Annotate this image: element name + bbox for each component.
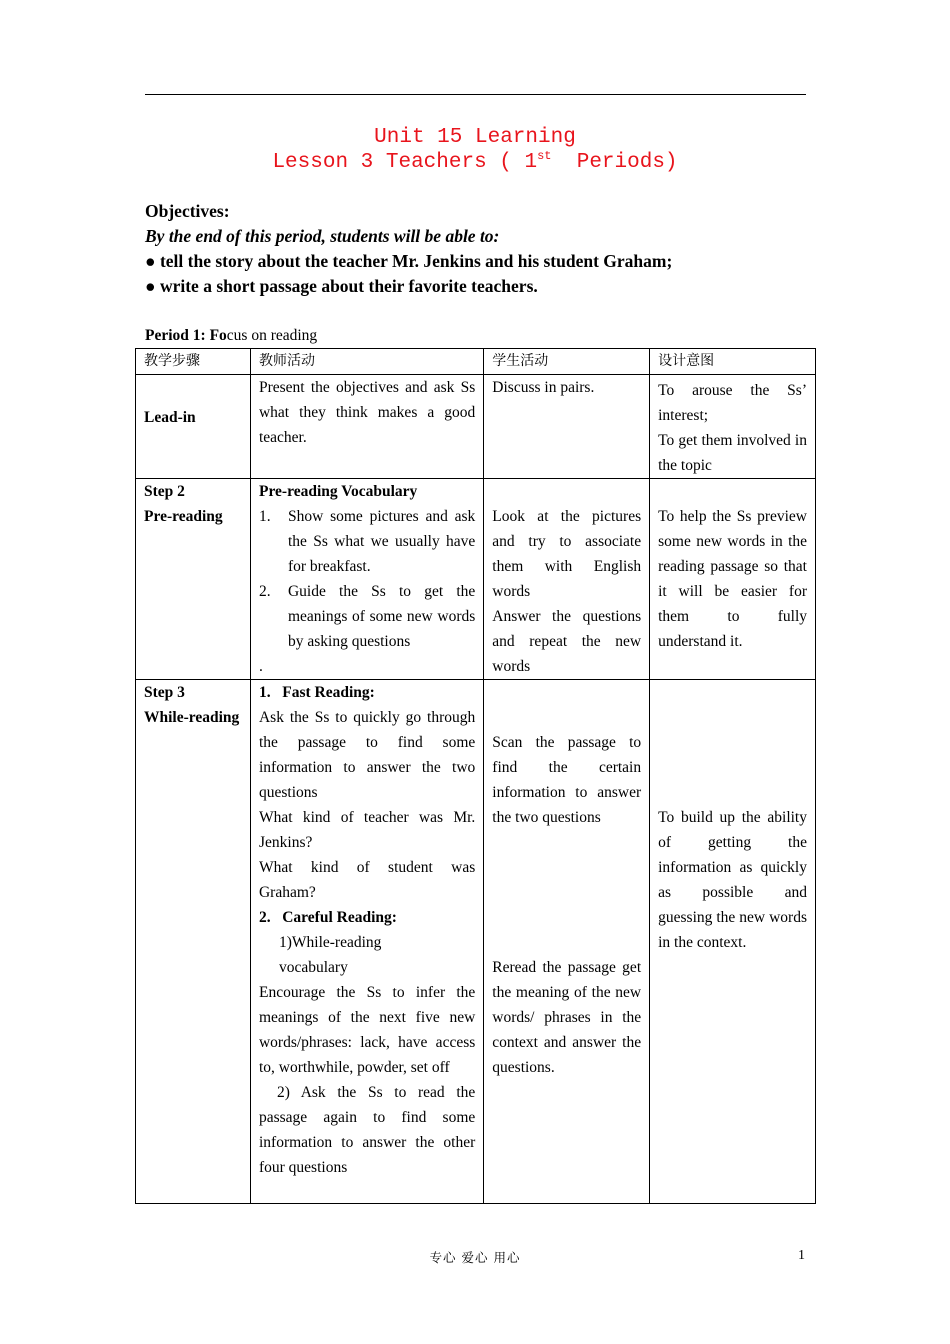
design-purpose [650,680,816,1204]
design-purpose [650,479,816,680]
header-student: 学生活动 [484,349,650,375]
period-label [145,325,317,347]
list-text: Guide the Ss to get the meanings of some new words by asking questions [287,583,476,650]
table-row-step2 [136,479,816,680]
activity-heading [259,680,475,705]
purpose-line: To arouse the Ss’ interest; [658,382,807,424]
teacher-activity [250,479,483,680]
student-text: Look at the pictures and try to associate them with English words [492,508,642,600]
title-lesson-rest: Periods) [551,151,678,174]
table-row-leadin [136,375,816,479]
footer-motto: 专心 爱心 用心 [429,1250,521,1265]
sub-heading: 1)While-reading [278,934,382,951]
title-lesson-main: Lesson 3 Teachers ( 1 [272,151,538,174]
heading-number: 1. [258,684,271,701]
design-purpose [650,375,816,479]
purpose-text: To help the Ss preview some new words in the reading passage so that it will be easier for them to fully understand it. [658,508,807,650]
question-text: What kind of teacher was Mr. Jenkins? [258,809,476,851]
activity-text: Encourage the Ss to infer the meanings of the next five new words/phrases: lack, have access to, worthwhile, powder, set off [258,984,476,1076]
list-tail: . [258,658,263,675]
step-name: While-reading [144,709,240,726]
objectives-heading: Objectives: [145,201,230,221]
lesson-plan-table [135,348,816,1204]
student-activity [484,479,650,680]
step-name: Lead-in [144,409,196,426]
step-number: Step 3 [144,684,185,701]
student-activity: Discuss in pairs. [484,375,650,479]
list-number: 1. [258,508,271,525]
step-name: Pre-reading [144,508,223,525]
list-number: 2. [258,583,271,600]
step-number: Step 2 [144,483,185,500]
activity-text: Ask the Ss to quickly go through the passage to find some information to answer the two questions [258,709,476,801]
purpose-line: To get them involved in the topic [658,432,807,474]
purpose-text: To build up the ability of getting the information as quickly as possible and guessing the new words in the context. [658,809,807,951]
page-number: 1 [798,1248,805,1263]
table-row-step3 [136,680,816,1204]
activity-list [259,504,475,654]
header-teacher: 教师活动 [250,349,483,375]
student-activity [484,680,650,1204]
bullet-icon: ● [145,251,156,271]
list-item [259,504,475,579]
table-header-row [136,349,816,375]
header-purpose: 设计意图 [650,349,816,375]
heading-text: Careful Reading: [282,909,397,926]
objective-text: write a short passage about their favorite teachers. [159,276,538,296]
teacher-activity: Present the objectives and ask Ss what they think makes a good teacher. [250,375,483,479]
bullet-icon: ● [145,276,156,296]
title-lesson [0,150,950,175]
step-cell [136,680,251,1204]
step-cell [136,375,251,479]
student-text: Scan the passage to find the certain information to answer the two questions [492,734,642,826]
objective-item [145,274,538,299]
activity-heading [259,905,475,930]
title-unit: Unit 15 Learning [374,126,576,149]
list-text: Show some pictures and ask the Ss what we usually have for breakfast. [287,508,476,575]
period-label-bold: Period 1: Fo [145,327,227,344]
question-text: What kind of student was Graham? [258,859,476,901]
period-label-rest: cus on reading [226,327,318,344]
step-cell [136,479,251,680]
heading-text: Fast Reading: [282,684,375,701]
objective-item [145,249,672,274]
sub-heading: vocabulary [278,959,348,976]
activity-text: 2) Ask the Ss to read the passage again to find some information to answer the other four questions [258,1084,476,1176]
header-rule [145,94,806,95]
teacher-activity [250,680,483,1204]
list-item [259,579,475,654]
title-superscript: st [537,149,552,163]
heading-number: 2. [258,909,271,926]
activity-heading: Pre-reading Vocabulary [258,483,418,500]
header-step: 教学步骤 [136,349,251,375]
student-text: Answer the questions and repeat the new words [492,608,642,675]
objective-text: tell the story about the teacher Mr. Jenkins and his student Graham; [159,251,673,271]
objectives-intro: By the end of this period, students will be able to: [145,226,500,246]
student-text: Reread the passage get the meaning of the new words/ phrases in the context and answer the questions. [492,959,642,1076]
